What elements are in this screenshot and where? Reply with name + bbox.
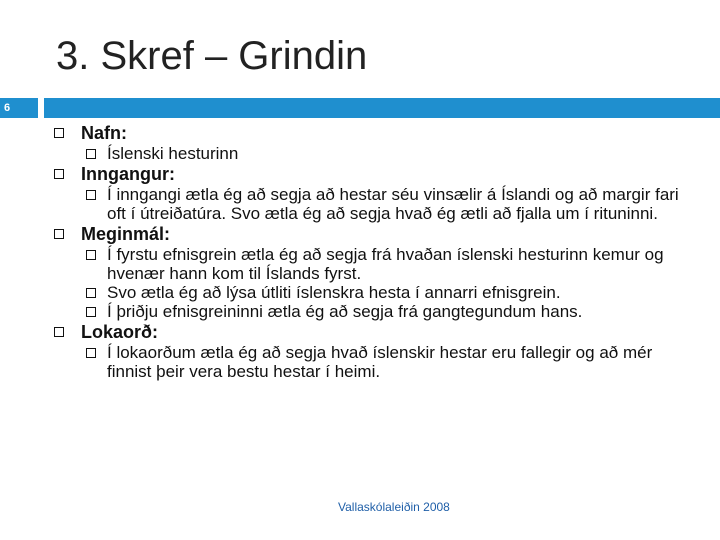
square-bullet-icon [86,149,96,159]
outline-section-inngangur [0,163,720,223]
slide-number: 6 [0,98,38,118]
square-bullet-icon [54,128,64,138]
outline-item: Í lokaorðum ætla ég að segja hvað íslenskir hestar eru fallegir og að mér finnist þeir vera bestu hestar í heimi. [107,343,653,381]
square-bullet-icon [86,190,96,200]
square-bullet-icon [86,348,96,358]
section-heading: Meginmál: [81,224,171,244]
footer-text: Vallaskólaleiðin 2008 [338,500,450,514]
square-bullet-icon [86,250,96,260]
square-bullet-icon [54,229,64,239]
outline-item: Í þriðju efnisgreininni ætla ég að segja frá gangtegundum hans. [107,302,583,321]
outline-section-nafn [0,122,720,163]
square-bullet-icon [54,169,64,179]
section-heading: Inngangur: [81,164,175,184]
outline-item: Íslenski hesturinn [107,144,239,163]
section-heading: Lokaorð: [81,322,159,342]
outline-item: Í inngangi ætla ég að segja að hestar séu vinsælir á Íslandi og að margir fari oft í útreiðatúra. Svo ætla ég að segja hvað ég ætli að fjalla um í rituninni. [107,185,679,223]
square-bullet-icon [54,327,64,337]
outline-item: Í fyrstu efnisgrein ætla ég að segja frá hvaðan íslenski hesturinn kemur og hvenær hann kom til Íslands fyrst. [107,245,664,283]
section-heading: Nafn: [81,123,127,143]
outline-section-meginmal [0,223,720,321]
square-bullet-icon [86,288,96,298]
outline-section-lokaord [0,321,720,381]
outline [0,122,720,381]
outline-item: Svo ætla ég að lýsa útliti íslenskra hesta í annarri efnisgrein. [107,283,561,302]
title-divider-bar [44,98,720,118]
square-bullet-icon [86,307,96,317]
slide-title: 3. Skref – Grindin [56,34,368,78]
